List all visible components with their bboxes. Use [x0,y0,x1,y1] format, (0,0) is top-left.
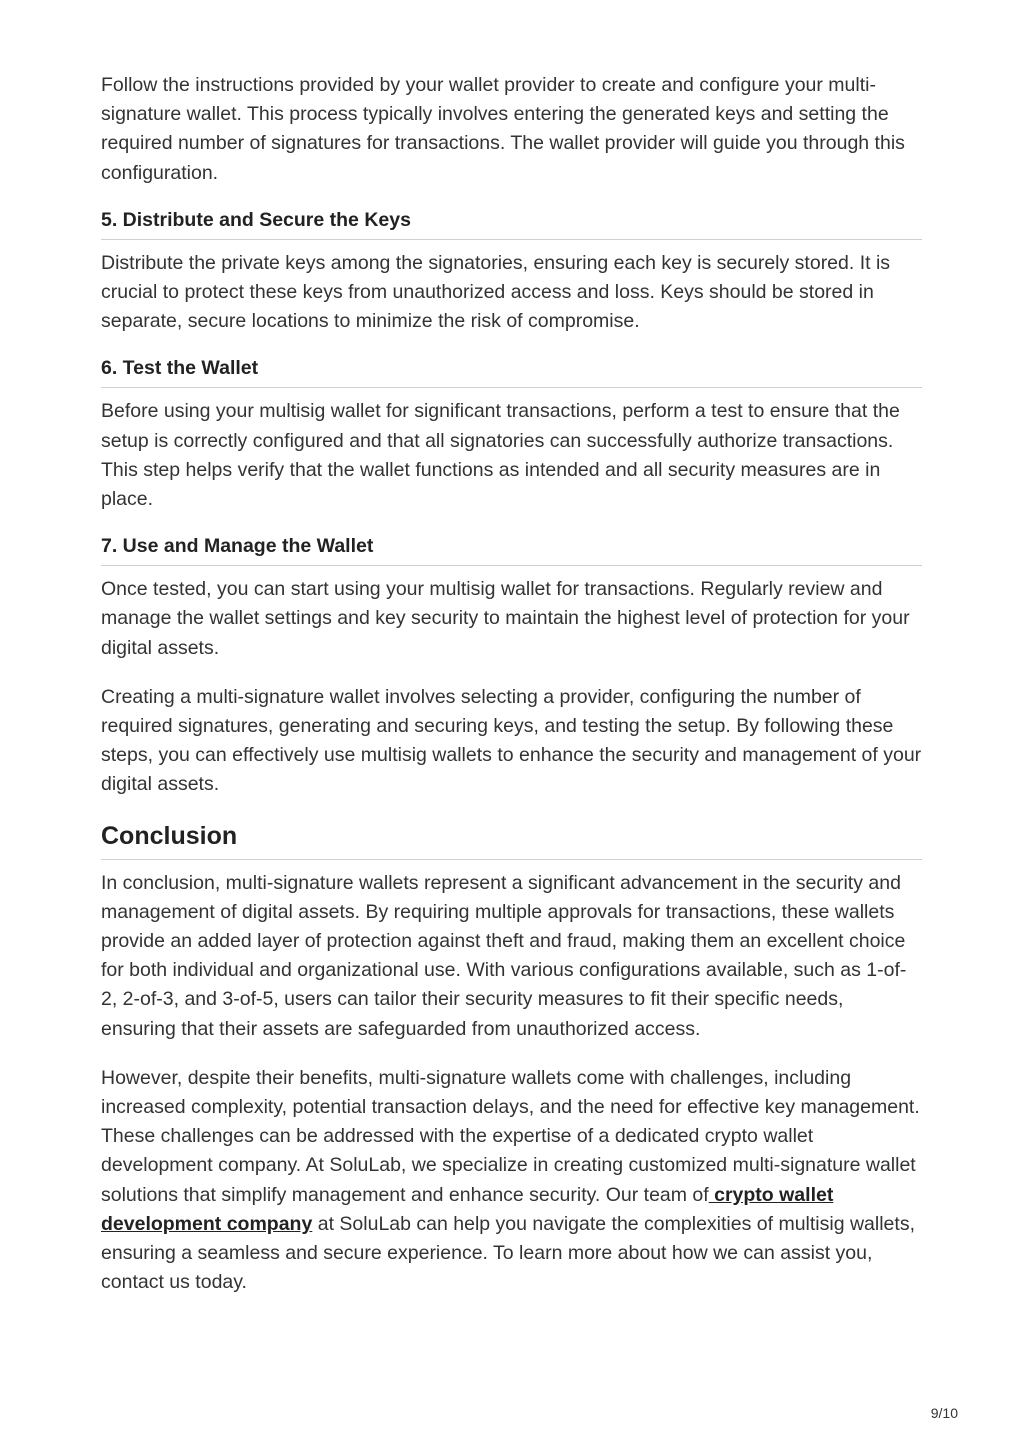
conclusion-paragraph-2-start: However, despite their benefits, multi-signature wallets come with challenges, including increased complexity, potential transaction delays, and the need for effective key management. These challenges can be addressed with the expertise of a dedicated crypto wallet development company. At SoluLab, we specialize in creating customized multi-signature wallet solutions that simplify management and enhance security. Our team of [101,1066,920,1206]
conclusion-heading: Conclusion [101,820,922,860]
step-5-heading: 5. Distribute and Secure the Keys [101,208,922,240]
page-number: 9/10 [930,1405,958,1421]
intro-paragraph: Follow the instructions provided by your wallet provider to create and configure your multi-signature wallet. This process typically involves entering the generated keys and setting the required number of signatures for transactions. The wallet provider will guide you through this configuration. [101,74,905,184]
step-5-body: Distribute the private keys among the signatories, ensuring each key is securely stored. It is crucial to protect these keys from unauthorized access and loss. Keys should be stored in separate, secure locations to minimize the risk of compromise. [101,251,891,333]
conclusion-paragraph-1: In conclusion, multi-signature wallets represent a significant advancement in the security and management of digital assets. By requiring multiple approvals for transactions, these wallets provide an added layer of protection against theft and fraud, making them an excellent choice for both individual and organizational use. With various configurations available, such as 1-of-2, 2-of-3, and 3-of-5, users can tailor their security measures to fit their specific needs, ensuring that their assets are safeguarded from unauthorized access. [101,871,907,1040]
article-content [101,71,922,1318]
step-7-heading: 7. Use and Manage the Wallet [101,534,922,566]
summary-paragraph: Creating a multi-signature wallet involves selecting a provider, configuring the number of required signatures, generating and securing keys, and testing the setup. By following these steps, you can effectively use multisig wallets to enhance the security and management of your digital assets. [101,685,922,796]
crypto-wallet-development-link[interactable]: crypto wallet development company [101,1183,834,1235]
step-7-body: Once tested, you can start using your multisig wallet for transactions. Regularly review and manage the wallet settings and key security to maintain the highest level of protection for your digital assets. [101,578,910,659]
step-6-body: Before using your multisig wallet for significant transactions, perform a test to ensure that the setup is correctly configured and that all signatories can successfully authorize transactions. This step helps verify that the wallet functions as intended and all security measures are in place. [101,400,900,511]
conclusion-paragraph-2-end: at SoluLab can help you navigate the complexities of multisig wallets, ensuring a seamless and secure experience. To learn more about how we can assist you, contact us today. [101,1212,915,1294]
step-6-heading: 6. Test the Wallet [101,356,922,388]
conclusion-paragraph-2 [101,1064,922,1298]
